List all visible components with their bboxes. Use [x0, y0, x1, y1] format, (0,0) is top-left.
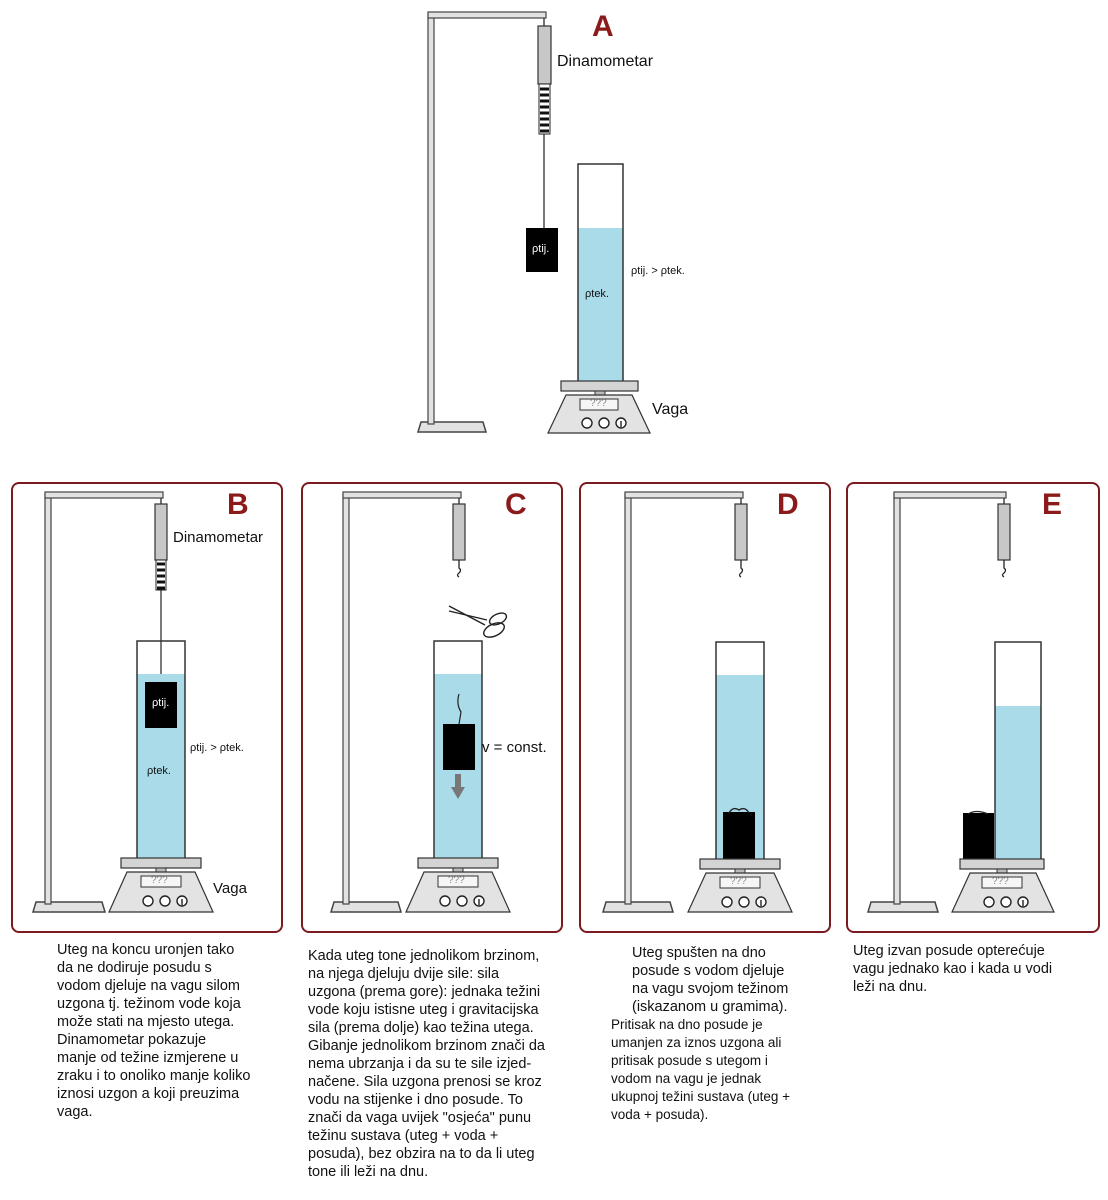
weight-block: [963, 813, 994, 860]
panel-e-illustration: [848, 484, 1098, 931]
panel-b: [11, 482, 283, 933]
panel-letter: C: [505, 488, 527, 521]
panel-c-illustration: [303, 484, 561, 931]
stand: [418, 12, 546, 432]
velocity-label: v = const.: [482, 739, 547, 756]
body-density-label: ρtij.: [532, 243, 550, 255]
scale-display: ???: [151, 875, 168, 886]
dynamometer: [453, 504, 465, 577]
dynamometer: [538, 26, 551, 228]
liquid-density-label: ρtek.: [585, 288, 609, 300]
scale-display: ???: [590, 398, 607, 409]
measuring-cylinder: [578, 164, 623, 382]
caption-b-2: Dinamometar pokazuje manje od težine izmjerene u zraku i to onoliko manje koliko iznosi uzgon a koji preuzima vaga.: [57, 1032, 251, 1120]
body-density-label: ρtij.: [152, 697, 170, 709]
panel-a: [0, 0, 1108, 450]
dynamometer: [155, 504, 167, 682]
caption-e: Uteg izvan posude opterećuje vagu jednako kao i kada u vodi leži na dnu.: [853, 943, 1053, 995]
scale-display: ???: [992, 876, 1009, 887]
caption-c: Kada uteg tone jednolikom brzinom, na njega djeluju dvije sile: sila uzgona (prema gore): jednaka težini vode koju istisne uteg i gravitacijska sila (prema dolje) kao težina utega. Gibanje jednolikom brzinom znači da nema ubrzanja i da su te sile izjed- načene. Sila uzgona prenosi se kroz vodu na stijenke i dno posude. To znači da vaga uvijek "osjeća" punu težinu sustava (uteg + voda + posuda), bez obzira na to da li uteg tone ili leži na dnu.: [308, 948, 545, 1180]
liquid-density-label: ρtek.: [147, 765, 171, 777]
density-relation: ρtij. > ρtek.: [631, 265, 685, 277]
density-relation: ρtij. > ρtek.: [190, 742, 244, 754]
panel-letter: D: [777, 488, 799, 521]
caption-d-2: Pritisak na dno posude je umanjen za iznos uzgona ali pritisak posude s utegom i vodom na vagu je jednak ukupnoj težini sustava (uteg + voda + posuda).: [611, 1017, 790, 1122]
panel-letter: A: [592, 10, 614, 43]
scale-display: ???: [730, 876, 747, 887]
dynamometer: [998, 504, 1010, 577]
caption-b-1: Uteg na koncu uronjen tako da ne dodiruje posudu s vodom djeluje na vagu silom uzgona tj. težinom vode koja može stati na mjesto utega.: [57, 942, 241, 1030]
caption-d-1: Uteg spušten na dno posude s vodom djeluje na vagu svojom težinom (iskazanom u gramima).: [632, 945, 789, 1015]
panel-letter: E: [1042, 488, 1063, 521]
panel-a-illustration: [0, 0, 1108, 450]
dynamometer: [735, 504, 747, 577]
panel-letter: B: [227, 488, 249, 521]
dynamometer-label: Dinamometar: [173, 529, 264, 546]
panel-d: [579, 482, 831, 933]
scale-label: Vaga: [213, 880, 247, 897]
panel-d-illustration: [581, 484, 829, 931]
panel-e: [846, 482, 1100, 933]
panel-b-illustration: [13, 484, 281, 931]
panel-c: [301, 482, 563, 933]
scale-label: Vaga: [652, 401, 689, 418]
weight-block: [443, 724, 475, 770]
dynamometer-label: Dinamometar: [557, 53, 654, 70]
measuring-cylinder: [995, 642, 1041, 860]
scale-display: ???: [448, 875, 465, 886]
scissors-icon: [449, 606, 508, 640]
weight-block: [723, 812, 755, 860]
